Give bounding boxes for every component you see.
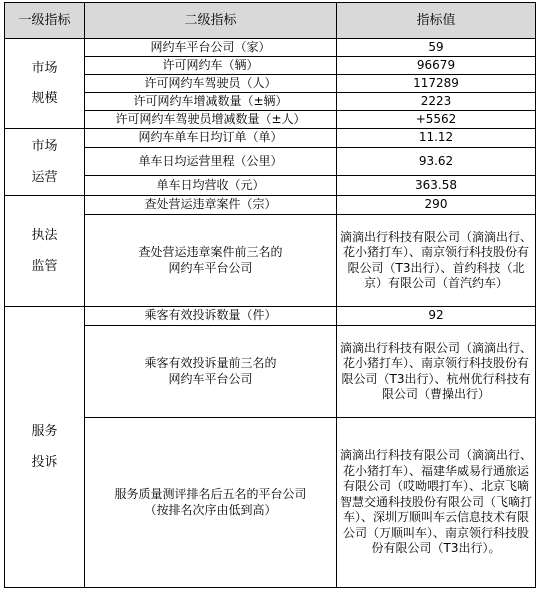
- category-label: 服务: [31, 424, 58, 439]
- indicator-cell: 许可网约车驾驶员增减数量（±人）: [85, 111, 337, 129]
- category-market-scale: [5, 39, 85, 129]
- indicator-line: 网约车平台公司: [168, 371, 253, 386]
- indicator-cell: 乘客有效投诉数量（件）: [85, 307, 337, 326]
- indicator-cell: [85, 215, 337, 307]
- value-cell: 59: [337, 39, 536, 57]
- indicator-line: 查处营运违章案件前三名的: [138, 245, 283, 259]
- category-label: 监管: [31, 258, 58, 274]
- value-cell: 滴滴出行科技有限公司（滴滴出行、花小猪打车）、南京领行科技股份有限公司（T3出行）、杭州优行科技有限公司（曹操出行）: [337, 326, 536, 418]
- category-label: 市场: [31, 60, 58, 76]
- indicator-line: 服务质量测评排名后五名的平台公司: [114, 487, 307, 501]
- header-level2: 二级指标: [85, 3, 337, 39]
- value-cell: 2223: [337, 93, 536, 111]
- value-cell: 290: [337, 196, 536, 215]
- value-cell: 363.58: [337, 176, 536, 196]
- header-value: 指标值: [337, 3, 536, 39]
- header-level1: 一级指标: [5, 3, 85, 39]
- value-cell: 滴滴出行科技有限公司（滴滴出行、花小猪打车）、福建华威易行通旅运有限公司（哎呦喂打车）、北京飞嘀智慧交通科技股份有限公司（飞嘀打车）、深圳万顺叫车云信息技术有限公司（万顺叫车）、南京领行科技股份有限公司（T3出行）。: [337, 418, 536, 588]
- table-row: [5, 326, 536, 418]
- category-label: 运营: [31, 169, 58, 185]
- value-cell: 92: [337, 307, 536, 326]
- table-row: [5, 418, 536, 588]
- indicator-cell: 网约车平台公司（家）: [85, 39, 337, 57]
- indicator-cell: 许可网约车（辆）: [85, 57, 337, 75]
- indicator-cell: 查处营运违章案件（宗）: [85, 196, 337, 215]
- category-service-complaint: [5, 307, 85, 588]
- indicator-cell: 许可网约车驾驶员（人）: [85, 75, 337, 93]
- value-cell: 11.12: [337, 129, 536, 148]
- category-label: 市场: [31, 139, 58, 154]
- indicator-cell: 单车日均营收（元）: [85, 176, 337, 196]
- category-market-operation: [5, 129, 85, 196]
- header-row: [5, 3, 536, 39]
- table-row: [5, 75, 536, 93]
- table-row: [5, 129, 536, 148]
- table-row: [5, 93, 536, 111]
- indicator-line: 网约车平台公司: [168, 260, 253, 275]
- indicator-cell: 网约车单车日均订单（单）: [85, 129, 337, 148]
- table-row: [5, 196, 536, 215]
- table-row: [5, 215, 536, 307]
- category-label: 规模: [31, 91, 58, 106]
- value-cell: 滴滴出行科技有限公司（滴滴出行、花小猪打车）、南京领行科技股份有限公司（T3出行）、首约科技（北京）有限公司（首汽约车）: [337, 215, 536, 307]
- category-label: 执法: [31, 228, 58, 243]
- indicator-table: [4, 2, 536, 588]
- value-cell: +5562: [337, 111, 536, 129]
- indicator-cell: [85, 326, 337, 418]
- value-cell: 96679: [337, 57, 536, 75]
- table-row: [5, 39, 536, 57]
- indicator-cell: 单车日均运营里程（公里）: [85, 148, 337, 176]
- table-row: [5, 176, 536, 196]
- indicator-cell: [85, 418, 337, 588]
- value-cell: 93.62: [337, 148, 536, 176]
- indicator-line: （按排名次序由低到高）: [144, 502, 277, 517]
- category-enforcement: [5, 196, 85, 307]
- table-row: [5, 307, 536, 326]
- indicator-cell: 许可网约车增减数量（±辆）: [85, 93, 337, 111]
- table-row: [5, 111, 536, 129]
- category-label: 投诉: [31, 454, 58, 470]
- value-cell: 117289: [337, 75, 536, 93]
- table-row: [5, 57, 536, 75]
- indicator-line: 乘客有效投诉量前三名的: [144, 356, 277, 370]
- table-row: [5, 148, 536, 176]
